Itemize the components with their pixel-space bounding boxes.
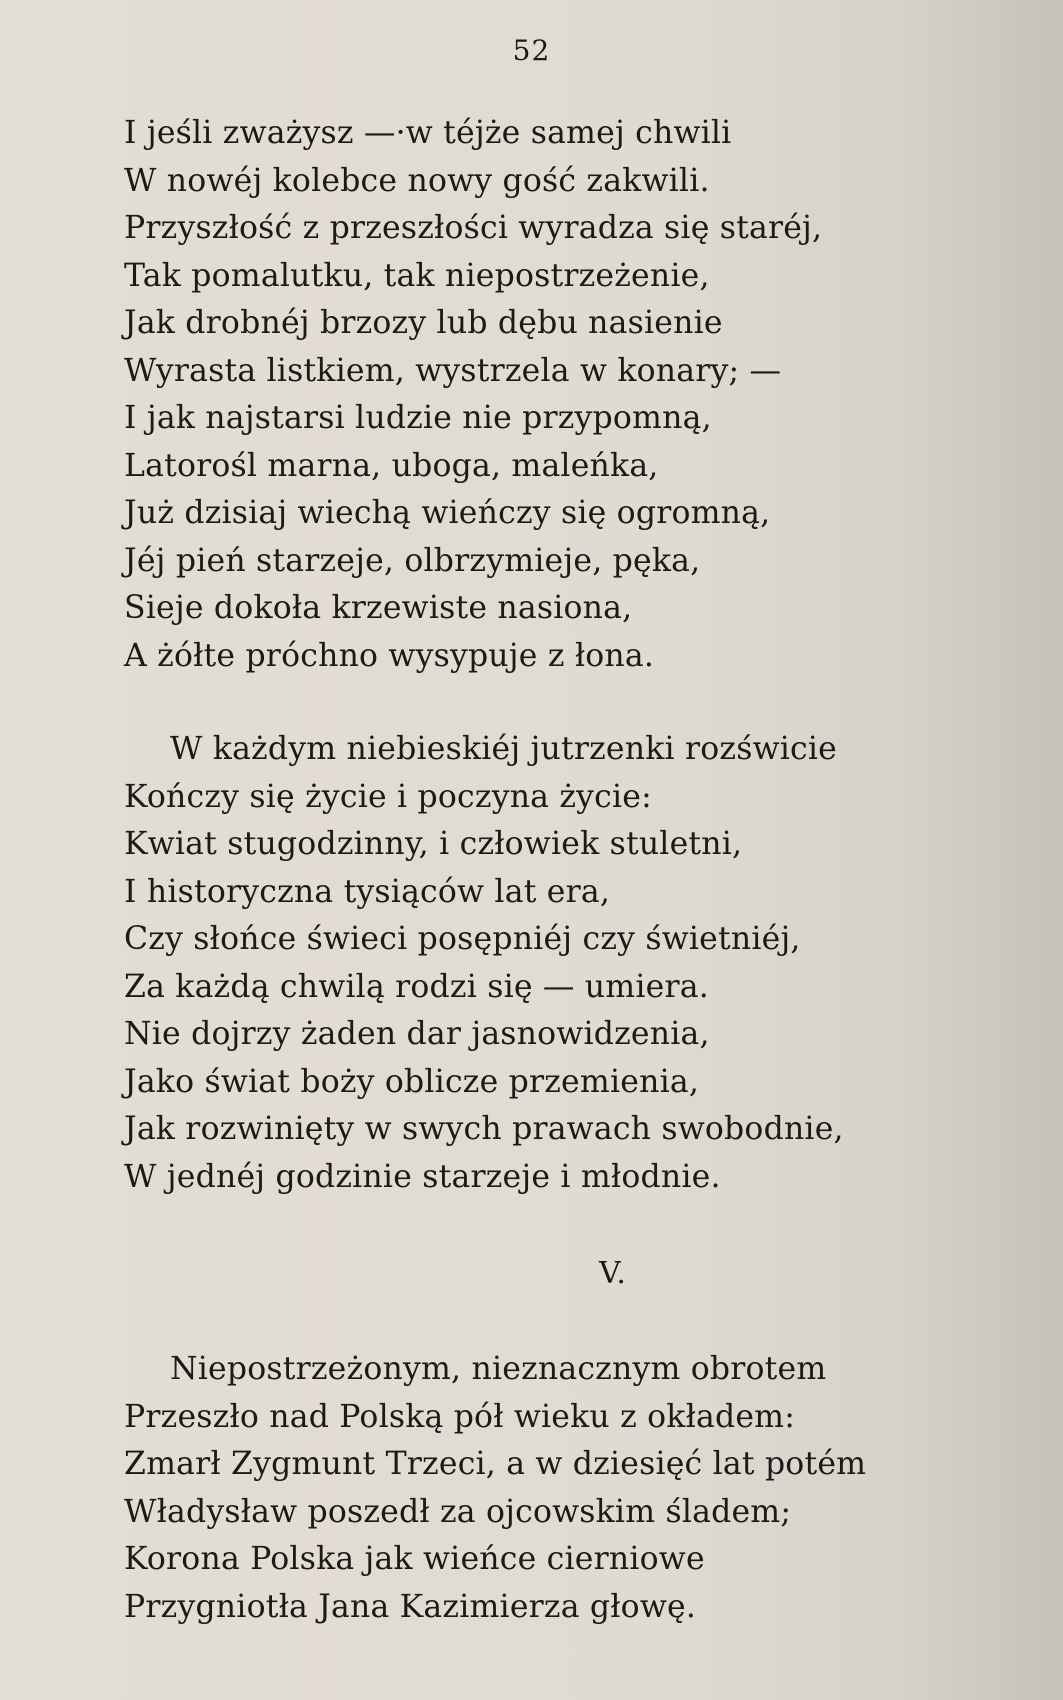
poem-line: Korona Polska jak wieńce cierniowe — [124, 1541, 705, 1577]
poem-line: Tak pomalutku, tak niepostrzeżenie, — [124, 257, 710, 294]
page-shadow — [893, 0, 1063, 1700]
page-number: 52 — [512, 34, 551, 67]
poem-line: Niepostrzeżonym, nieznacznym obrotem — [170, 1351, 827, 1387]
poem-line: Kończy się życie i poczyna życie: — [124, 778, 652, 815]
poem-line: Jak drobnéj brzozy lub dębu nasienie — [124, 305, 723, 341]
stanza-1 — [124, 110, 822, 680]
poem-line: Kwiat stugodzinny, i człowiek stuletni, — [124, 826, 743, 862]
poem-line: Czy słońce świeci posępniéj czy świetniéj, — [124, 921, 801, 957]
poem-line: I jak najstarsi ludzie nie przypomną, — [124, 400, 712, 436]
poem-line: Władysław poszedł za ojcowskim śladem; — [124, 1493, 792, 1530]
poem-line: Przygniotła Jana Kazimierza głowę. — [124, 1588, 697, 1625]
poem-line: Zmarł Zygmunt Trzeci, a w dziesięć lat potém — [124, 1446, 867, 1482]
poem-line: Nie dojrzy żaden dar jasnowidzenia, — [124, 1016, 710, 1052]
poem-line: W każdym niebieskiéj jutrzenki rozświcie — [170, 731, 837, 767]
poem-line: Latorośl marna, uboga, maleńka, — [124, 447, 659, 484]
poem-line: Przyszłość z przeszłości wyradza się staréj, — [124, 210, 823, 246]
section-heading: V. — [599, 1256, 627, 1291]
poem-line: Jako świat boży oblicze przemienia, — [124, 1063, 700, 1100]
poem-line: Sieje dokoła krzewiste nasiona, — [124, 590, 633, 626]
poem-line: A żółte próchno wysypuje z łona. — [124, 637, 655, 674]
poem-line: Już dzisiaj wiechą wieńczy się ogromną, — [124, 495, 771, 531]
poem-line: I jeśli zważysz —·w téjże samej chwili — [124, 115, 732, 151]
poem-line: I historyczna tysiąców lat era, — [124, 873, 611, 910]
stanza-2 — [124, 726, 844, 1201]
poem-line: W jednéj godzinie starzeje i młodnie. — [124, 1158, 721, 1195]
poem-line: Za każdą chwilą rodzi się — umiera. — [124, 968, 709, 1005]
poem-line: Wyrasta listkiem, wystrzela w konary; — — [124, 352, 782, 389]
stanza-3 — [124, 1346, 866, 1631]
poem-line: Jéj pień starzeje, olbrzymieje, pęka, — [124, 542, 701, 579]
poem-line: W nowéj kolebce nowy gość zakwili. — [124, 162, 710, 199]
poem-line: Jak rozwinięty w swych prawach swobodnie, — [124, 1111, 844, 1147]
poem-line: Przeszło nad Polską pół wieku z okładem: — [124, 1398, 796, 1435]
